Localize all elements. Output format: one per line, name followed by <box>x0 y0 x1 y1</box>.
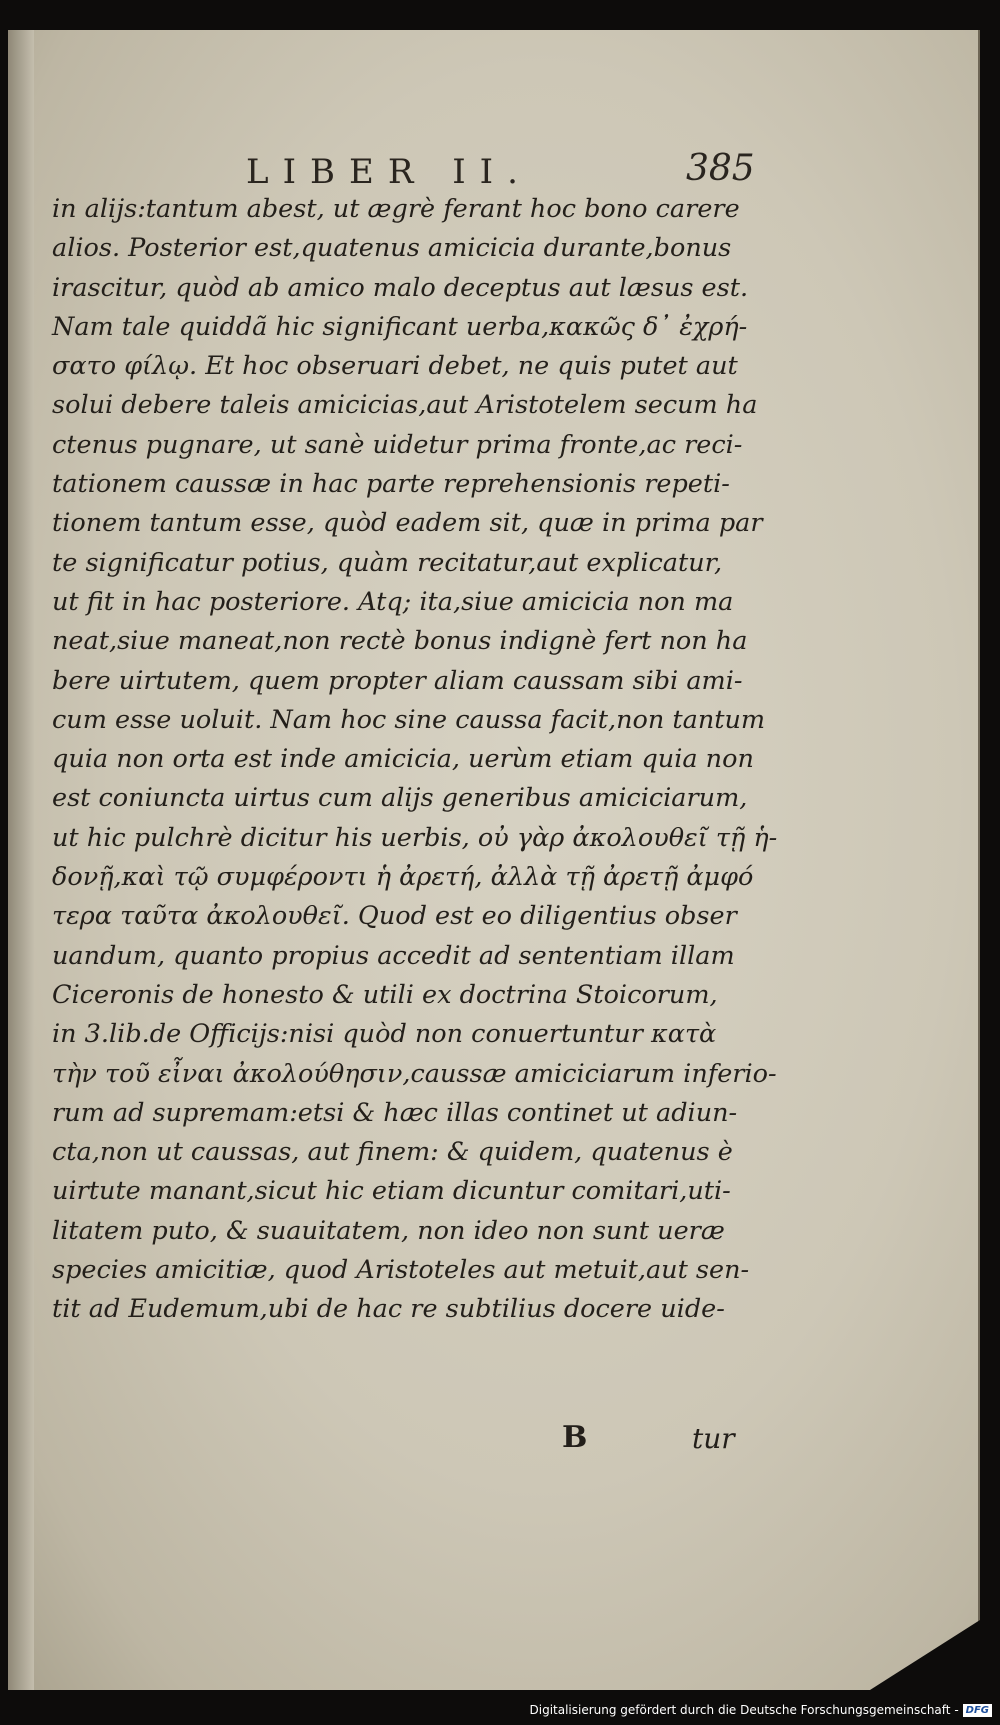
torn-corner <box>870 1620 980 1690</box>
text-line: uirtute manant,sicut hic etiam dicuntur comitari,uti- <box>52 1176 731 1207</box>
text-line: τὴν τοῦ εἶναι ἀκολούθησιν,caussæ amiciciarum inferio- <box>52 1058 777 1089</box>
text-line: tionem tantum esse, quòd eadem sit, quæ in prima par <box>52 508 763 539</box>
text-line: quia non orta est inde amicicia, uerùm etiam quia non <box>52 744 754 775</box>
body-text <box>52 190 778 1330</box>
text-line: est coniuncta uirtus cum alijs generibus amiciciarum, <box>52 783 748 814</box>
text-line: τερα ταῦτα ἀκολουθεῖ. Quod est eo diligentius obser <box>52 901 737 932</box>
catchword: tur <box>692 1422 735 1455</box>
text-line: cum esse uoluit. Nam hoc sine caussa facit,non tantum <box>52 704 766 735</box>
text-line: alios. Posterior est,quatenus amicicia durante,bonus <box>52 233 732 264</box>
text-line: in alijs:tantum abest, ut ægrè ferant hoc bono carere <box>52 194 740 224</box>
text-line: irascitur, quòd ab amico malo deceptus aut læsus est. <box>52 272 749 303</box>
text-line: Ciceronis de honesto & utili ex doctrina Stoicorum, <box>52 979 718 1010</box>
text-line: species amicitiæ, quod Aristoteles aut metuit,aut sen- <box>52 1255 750 1286</box>
text-line: δονῇ,καὶ τῷ συμφέροντι ἡ ἀρετή, ἀλλὰ τῇ ἀρετῇ ἀμφό <box>52 862 754 893</box>
text-line: Nam tale quiddã hic significant uerba,κακῶς δ᾽ ἐχρή- <box>52 311 748 342</box>
page-header <box>8 130 978 190</box>
text-line: uandum, quanto propius accedit ad sententiam illam <box>52 940 735 971</box>
text-line: σατο φίλῳ. Et hoc obseruari debet, ne quis putet aut <box>52 351 738 382</box>
page-number: 385 <box>686 148 755 189</box>
text-line: neat,siue maneat,non rectè bonus indignè fert non ha <box>52 626 748 657</box>
text-line: in 3.lib.de Officijs:nisi quòd non conuertuntur κατὰ <box>52 1019 717 1050</box>
text-line: ut hic pulchrè dicitur his uerbis, οὐ γὰρ ἀκολουθεῖ τῇ ἡ- <box>52 822 778 853</box>
text-line: rum ad supremam:etsi & hæc illas continet ut adiun- <box>52 1097 738 1128</box>
text-line: bere uirtutem, quem propter aliam caussam sibi ami- <box>52 665 743 696</box>
page-gutter-shadow <box>8 30 34 1690</box>
text-line: te significatur potius, quàm recitatur,aut explicatur, <box>52 547 723 578</box>
signature-mark: B <box>562 1420 588 1455</box>
text-line: solui debere taleis amicicias,aut Aristotelem secum ha <box>52 390 758 421</box>
text-line: litatem puto, & suauitatem, non ideo non sunt ueræ <box>52 1215 725 1246</box>
text-line: tationem caussæ in hac parte reprehensionis repeti- <box>52 469 730 500</box>
credit-text: Digitalisierung gefördert durch die Deutsche Forschungsgemeinschaft - <box>529 1703 959 1717</box>
dfg-logo: DFG <box>963 1704 992 1717</box>
running-head: LIBER II. <box>246 152 532 192</box>
digitization-credit <box>530 1703 993 1717</box>
text-line: ut fit in hac posteriore. Atq; ita,siue amicicia non ma <box>52 586 734 617</box>
book-page <box>8 30 980 1690</box>
text-line: cta,non ut caussas, aut finem: & quidem, quatenus è <box>52 1137 733 1168</box>
text-line: tit ad Eudemum,ubi de hac re subtilius docere uide- <box>52 1294 725 1325</box>
text-line: ctenus pugnare, ut sanè uidetur prima fronte,ac reci- <box>52 429 743 460</box>
